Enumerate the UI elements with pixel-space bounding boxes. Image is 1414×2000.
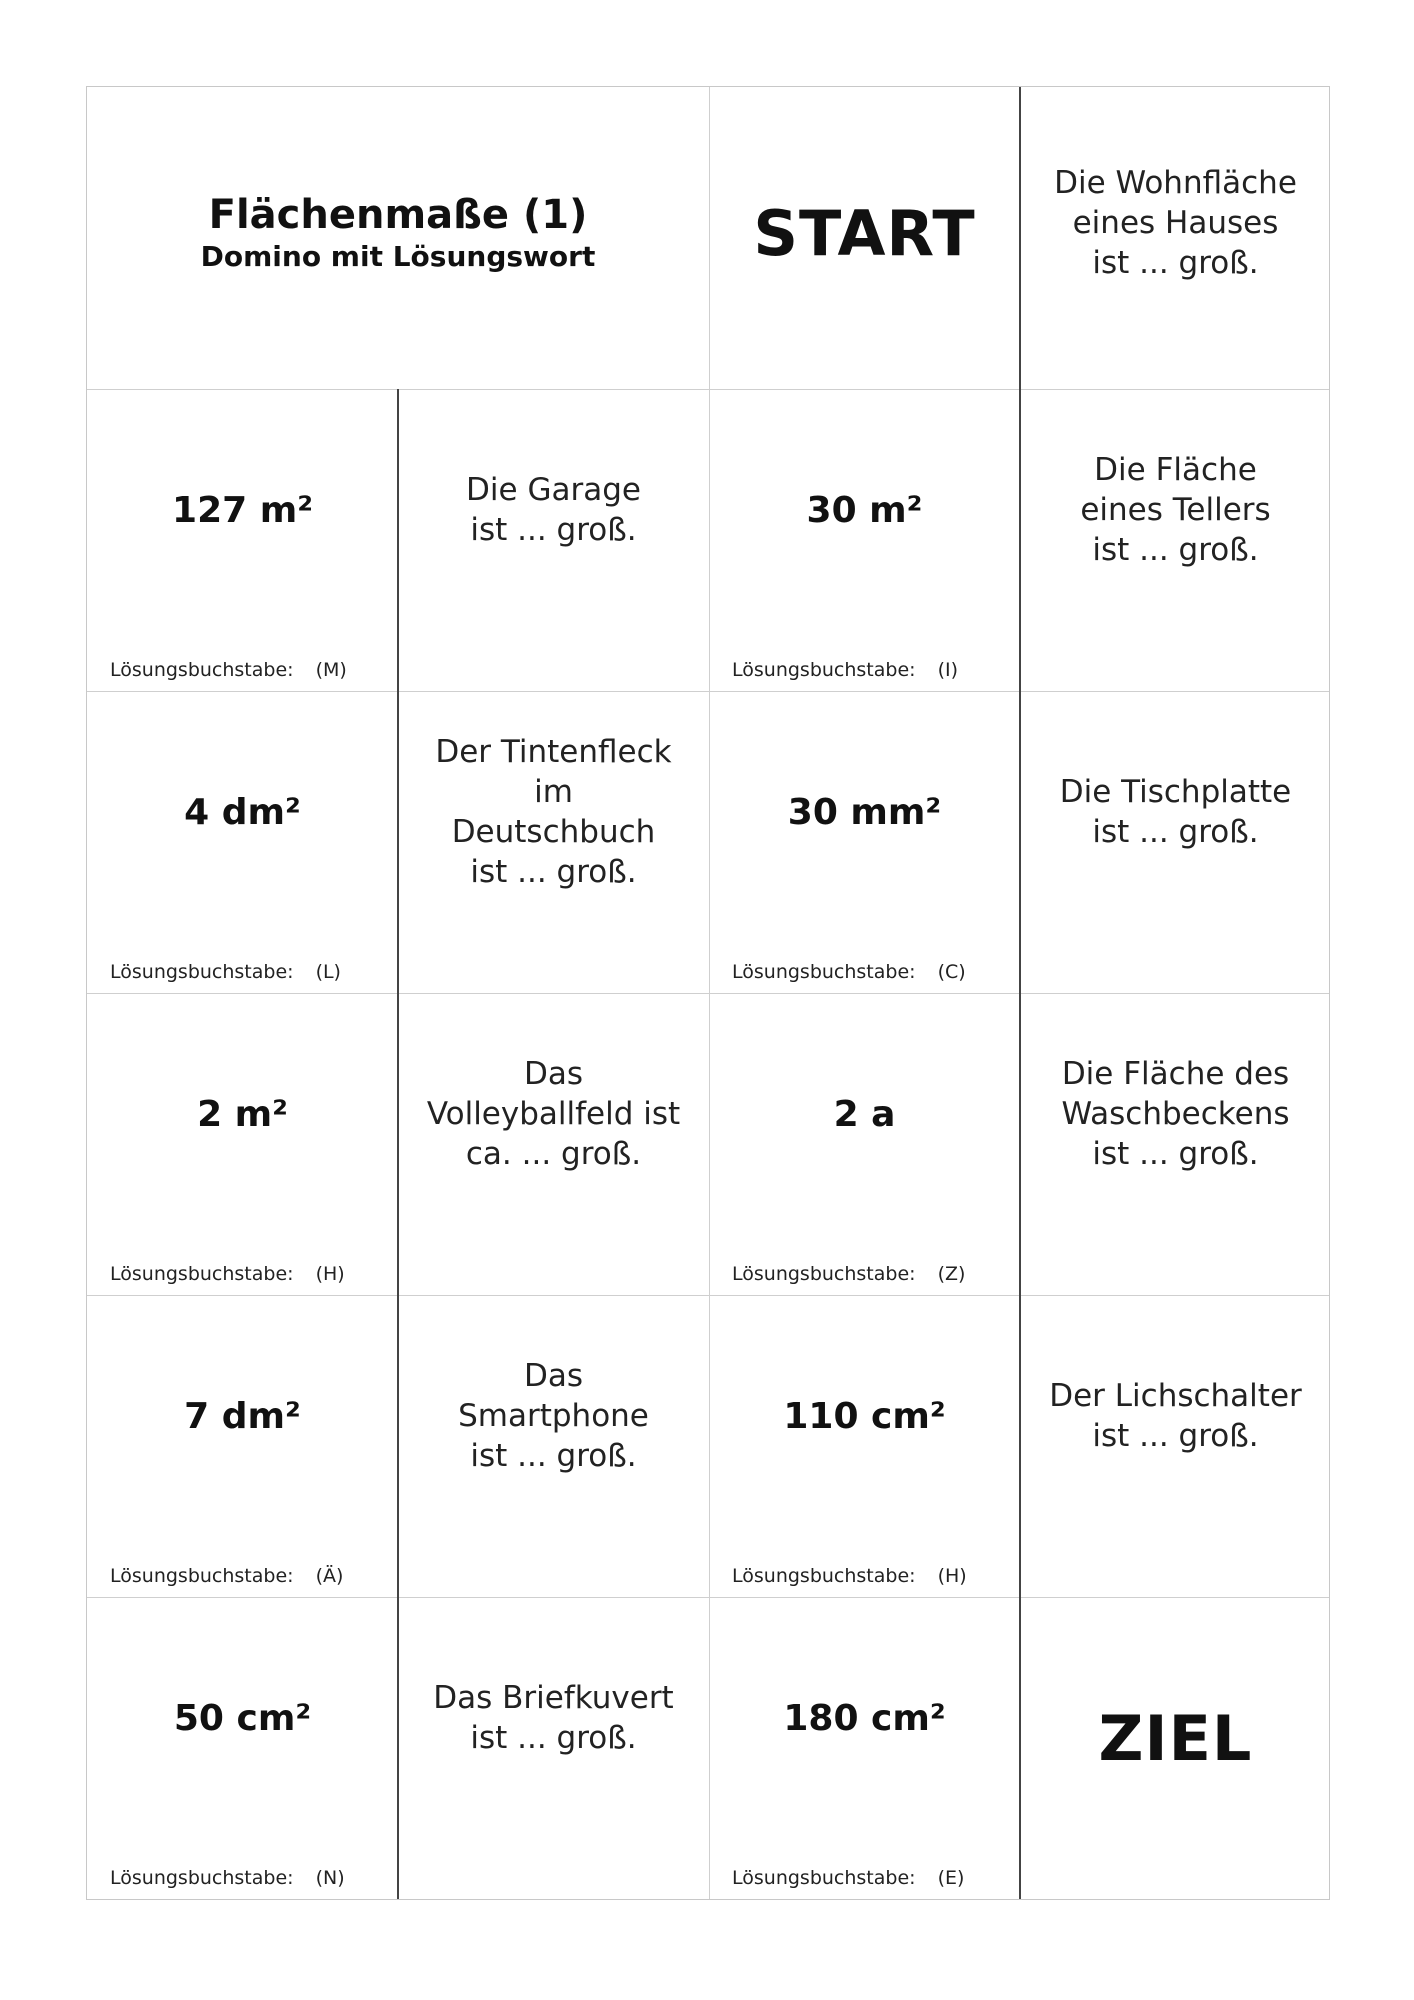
answer-card-half	[709, 993, 1020, 1295]
answer-value: 50 cm²	[173, 1697, 312, 1739]
question-card-half	[1020, 1295, 1331, 1597]
question-card-half	[398, 389, 709, 691]
caption-label: Lösungsbuchstabe:	[110, 659, 294, 681]
solution-letter: (M)	[315, 659, 347, 681]
answer-value: 30 mm²	[787, 791, 942, 833]
solution-caption	[110, 1263, 345, 1285]
question-card-half	[398, 1597, 709, 1899]
caption-label: Lösungsbuchstabe:	[732, 1565, 916, 1587]
answer-value: 110 cm²	[783, 1395, 946, 1437]
solution-letter: (I)	[937, 659, 958, 681]
page-title: Flächenmaße (1)	[208, 192, 588, 238]
solution-caption	[732, 1867, 964, 1889]
question-text: Das Smartphone ist ... groß.	[458, 1358, 649, 1474]
question-text: Der Lichschalter ist ... groß.	[1049, 1378, 1302, 1454]
question-card-half	[398, 691, 709, 993]
solution-caption	[110, 1565, 343, 1587]
solution-caption	[732, 1263, 965, 1285]
question-text: Die Fläche des Waschbeckens ist ... groß.	[1061, 1056, 1290, 1172]
solution-letter: (H)	[315, 1263, 345, 1285]
caption-label: Lösungsbuchstabe:	[110, 1263, 294, 1285]
solution-caption	[732, 1565, 967, 1587]
answer-value: 180 cm²	[783, 1697, 946, 1739]
solution-caption	[110, 1867, 345, 1889]
answer-card-half	[709, 389, 1020, 691]
answer-card-half	[87, 389, 398, 691]
solution-letter: (E)	[937, 1867, 965, 1889]
start-label: START	[753, 196, 976, 270]
question-text: Der Tintenfleck im Deutschbuch ist ... groß.	[435, 734, 672, 890]
answer-value: 127 m²	[172, 489, 313, 531]
question-text: Die Garage ist ... groß.	[466, 472, 641, 548]
question-text: Die Fläche eines Tellers ist ... groß.	[1080, 452, 1271, 568]
solution-caption	[110, 659, 347, 681]
solution-caption	[732, 659, 958, 681]
question-card-half	[1020, 691, 1331, 993]
answer-value: 4 dm²	[184, 791, 301, 833]
caption-label: Lösungsbuchstabe:	[110, 1867, 294, 1889]
first-question-card	[1020, 87, 1331, 389]
answer-card-half	[709, 1597, 1020, 1899]
question-text: Die Tischplatte ist ... groß.	[1059, 774, 1292, 850]
caption-label: Lösungsbuchstabe:	[732, 1867, 916, 1889]
answer-value: 30 m²	[806, 489, 923, 531]
question-text: Die Wohnfläche eines Hauses ist ... groß.	[1054, 165, 1297, 281]
caption-label: Lösungsbuchstabe:	[732, 1263, 916, 1285]
domino-sheet	[86, 86, 1330, 1900]
answer-value: 2 m²	[197, 1093, 288, 1135]
answer-value: 7 dm²	[184, 1395, 301, 1437]
answer-card-half	[87, 691, 398, 993]
caption-label: Lösungsbuchstabe:	[110, 961, 294, 983]
question-card-half	[1020, 993, 1331, 1295]
answer-card-half	[87, 1295, 398, 1597]
solution-letter: (N)	[315, 1867, 345, 1889]
caption-label: Lösungsbuchstabe:	[732, 961, 916, 983]
end-label: ZIEL	[1098, 1701, 1253, 1775]
question-card-half	[398, 1295, 709, 1597]
start-card-half	[709, 87, 1020, 389]
answer-card-half	[87, 993, 398, 1295]
solution-letter: (C)	[937, 961, 966, 983]
question-card-half	[398, 993, 709, 1295]
caption-label: Lösungsbuchstabe:	[110, 1565, 294, 1587]
solution-caption	[732, 961, 966, 983]
question-text: Das Briefkuvert ist ... groß.	[433, 1680, 674, 1756]
page-subtitle: Domino mit Lösungswort	[200, 240, 596, 273]
end-card-half	[1020, 1597, 1331, 1899]
answer-card-half	[709, 1295, 1020, 1597]
solution-letter: (L)	[315, 961, 341, 983]
caption-label: Lösungsbuchstabe:	[732, 659, 916, 681]
solution-caption	[110, 961, 341, 983]
answer-card-half	[709, 691, 1020, 993]
answer-card-half	[87, 1597, 398, 1899]
solution-letter: (Ä)	[315, 1565, 344, 1587]
solution-letter: (Z)	[937, 1263, 966, 1285]
solution-letter: (H)	[937, 1565, 967, 1587]
answer-value: 2 a	[833, 1093, 896, 1135]
title-block	[87, 87, 709, 389]
question-text: Das Volleyballfeld ist ca. ... groß.	[426, 1056, 681, 1172]
question-card-half	[1020, 389, 1331, 691]
